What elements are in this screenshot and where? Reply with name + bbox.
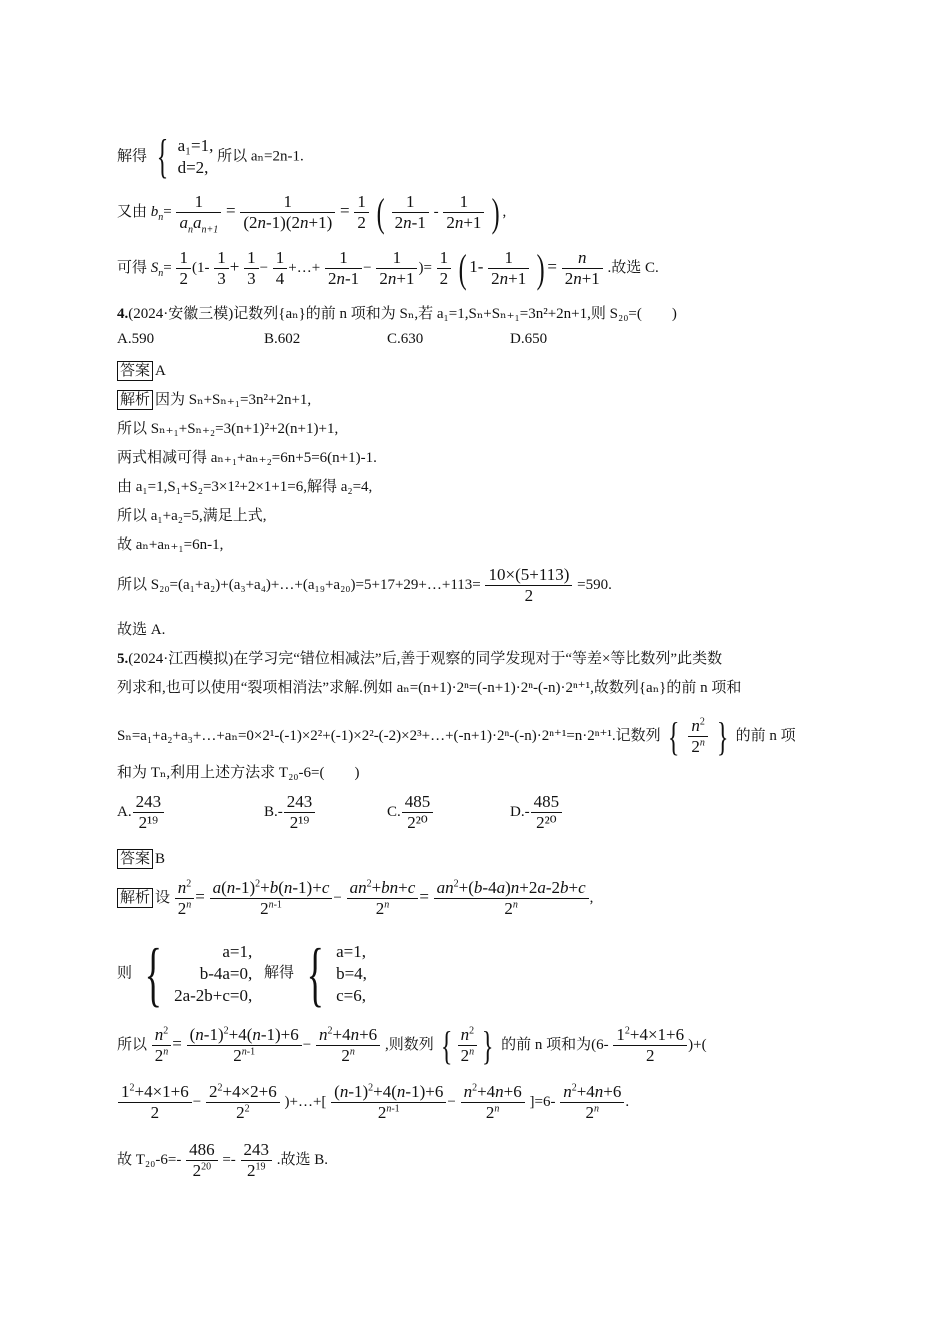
q4-step-4: 由 a₁=1,S₁+S₂=3×1²+2×1+1=6,解得 a₂=4, [117, 479, 373, 495]
q4-step-1 [117, 389, 311, 411]
q5-answer [117, 848, 165, 870]
q5-option-d: D.- $\frac{485}{\text{2²⁰}}$ [510, 792, 563, 833]
q4-step-6: 故 aₙ+aₙ₊₁=6n-1, [117, 537, 224, 553]
fraction: $\frac{1}{2n+1}$ [443, 192, 484, 233]
system-block [178, 135, 214, 179]
q4-step-7 [117, 565, 612, 606]
bn-line: 又由 $b_n=$ $\frac{1}{a_na_{n+1}}$ = $\frac{1}{(2n-1)(2n+1)}$ = $\frac{1}{2}$ ( $\frac{1}{2n-1}$ - $\frac{1}{2n+1}$ ) , [117, 189, 507, 236]
q4-option-d: D.650 [510, 331, 548, 347]
q5-final-line: 故 T₂₀-6=- $\frac{486}{2^{20}}$ =- $\frac{243}{2^{19}}$ .故选 B. [117, 1140, 329, 1180]
answer-label: 答案 [117, 849, 153, 869]
q4-sum-text: 所以 S₂₀=(a₁+a₂)+(a₃+a₄)+…+(a₁₉+a₂₀)=5+17+29+…+113= [117, 576, 481, 593]
q4-step-5: 所以 a₁+a₂=5,满足上式, [117, 508, 267, 524]
q4-step-2: 所以 Sₙ₊₁+Sₙ₊₂=3(n+1)²+2(n+1)+1, [117, 421, 339, 437]
q4-answer-value: A [155, 363, 166, 379]
system-d: d=2, [177, 158, 209, 177]
q5-option-b: B.- $\frac{243}{\text{2¹⁹}}$ [264, 792, 316, 833]
q4-conclusion: 故选 A. [117, 622, 166, 638]
analysis-label: 解析 [117, 390, 153, 410]
q5-stem-text: 在学习完“错位相减法”后,善于观察的同学发现对于“等差×等比数列”此类数 [233, 651, 723, 667]
fraction: $\frac{1}{2}$ [354, 192, 369, 233]
q5-stem-2: 列求和,也可以使用“裂项相消法”求解.例如 aₙ=(n+1)·2ⁿ=(-n+1)·2ⁿ-(-n)·2ⁿ⁺¹,故数列{aₙ}的前 n 项和 [117, 680, 742, 696]
system-a1: a₁=1, [177, 136, 214, 155]
q5-answer-value: B [155, 851, 166, 867]
q5-stem-3-text: Sₙ=a₁+a₂+a₃+…+aₙ=0×2¹-(-1)×2²+(-1)×2²-(-2)×2³+…+(-n+1)·2ⁿ-(-n)·2ⁿ⁺¹=n·2ⁿ⁺¹.记数列 [117, 727, 661, 744]
q5-option-a: A. $\frac{243}{\text{2¹⁹}}$ [117, 792, 165, 833]
q4-sum-result: =590. [577, 576, 612, 593]
q4-step-text: 因为 Sₙ+Sₙ₊₁=3n²+2n+1, [155, 392, 312, 408]
q5-source: (2024·江西模拟) [128, 651, 234, 667]
q5-number: 5. [117, 651, 129, 667]
q4-option-c: C.630 [387, 331, 424, 347]
fraction: $\frac{1}{a_na_{n+1}}$ [176, 192, 221, 233]
q5-set-line: 解析 设 $\frac{n^2}{2^n}$ = $\frac{a(n-1)^2+b(n-1)+c}{2^{n-1}}$ − $\frac{an^2+bn+c}{2^n}$ = $\frac{an^2+(b-4a)n+2a-2b+c}{2^n}$ , [117, 878, 593, 919]
fraction: $\frac{1}{(2n-1)(2n+1)}$ [240, 192, 335, 233]
q4-number: 4. [117, 306, 129, 322]
q4-step-3: 两式相减可得 aₙ₊₁+aₙ₊₂=6n+5=6(n+1)-1. [117, 450, 377, 466]
fraction: $\frac{1}{2n-1}$ [392, 192, 429, 233]
q5-option-c: C. $\frac{485}{\text{2²⁰}}$ [387, 792, 434, 833]
q5-stem-4: 和为 Tₙ,利用上述方法求 T₂₀-6=( ) [117, 765, 360, 781]
q4-answer [117, 360, 166, 382]
answer-label: 答案 [117, 361, 153, 381]
sn-line: 可得 $S_n=$ $\frac{1}{2}$ (1- $\frac{1}{3}$ + $\frac{1}{3}$ − $\frac{1}{4}$ +…+ $\frac{1}{2n-1}$ − $\frac{1}{2n+1}$ )= $\frac{1}{2}$ ( 1- $\frac{1}{2n+1}$ ) = $\frac{n}{2n+1}$ .故选 C. [117, 245, 659, 291]
an-conclusion: 所以 aₙ=2n-1. [217, 148, 304, 165]
q4-option-b: B.602 [264, 331, 301, 347]
q5-stem-1 [117, 648, 722, 670]
bn-lead: 又由 [117, 203, 148, 220]
q5-series-line: $\frac{1^2+4\times 1+6}{2}$ − $\frac{2^2+4\times 2+6}{2^2}$ )+…+[ $\frac{(n-1)^2+4(n-1)+6}{2^{n-1}}$ − $\frac{n^2+4n+6}{2^n}$ ]=6- $\frac{n^2+4n+6}{2^n}$ . [117, 1082, 629, 1123]
can-get-lead: 可得 [117, 259, 148, 276]
q5-system-line: 则 { a=1, b-4a=0, 2a-2b+c=0, 解得 { a=1, b=4, c=6, [117, 934, 367, 1014]
fraction: $\frac{10\times(5+113)}{2}$ [485, 565, 572, 606]
left-brace-icon: { [156, 130, 169, 183]
q4-option-a: A.590 [117, 331, 155, 347]
q4-source: (2024·安徽三模) [128, 306, 234, 322]
analysis-label: 解析 [117, 888, 153, 908]
solve-system-line [117, 130, 304, 183]
q5-stem-3-tail: 的前 n 项 [735, 727, 796, 744]
q4-stem [117, 303, 677, 325]
q5-stem-3: Sₙ=a₁+a₂+a₃+…+aₙ=0×2¹-(-1)×2²+(-1)×2²-(-2)×2³+…+(-n+1)·2ⁿ-(-n)·2ⁿ⁺¹=n·2ⁿ⁺¹.记数列 { $\frac{n^2}{2^n}$ } 的前 n 项 [117, 713, 796, 759]
q5-so-line: 所以 $\frac{n^2}{2^n}$ = $\frac{(n-1)^2+4(n-1)+6}{2^{n-1}}$ − $\frac{n^2+4n+6}{2^n}$ ,则数列 { $\frac{n^2}{2^n}$ } 的前 n 项和为(6- $\frac{1^2+4\times 1+6}{2}$ )+( [117, 1022, 707, 1068]
prev-ending: .故选 C. [607, 259, 659, 276]
q4-stem-text: 记数列{aₙ}的前 n 项和为 Sₙ,若 a₁=1,Sₙ+Sₙ₊₁=3n²+2n+1,则 S₂₀=( ) [233, 306, 677, 322]
solve-lead: 解得 [117, 148, 148, 165]
